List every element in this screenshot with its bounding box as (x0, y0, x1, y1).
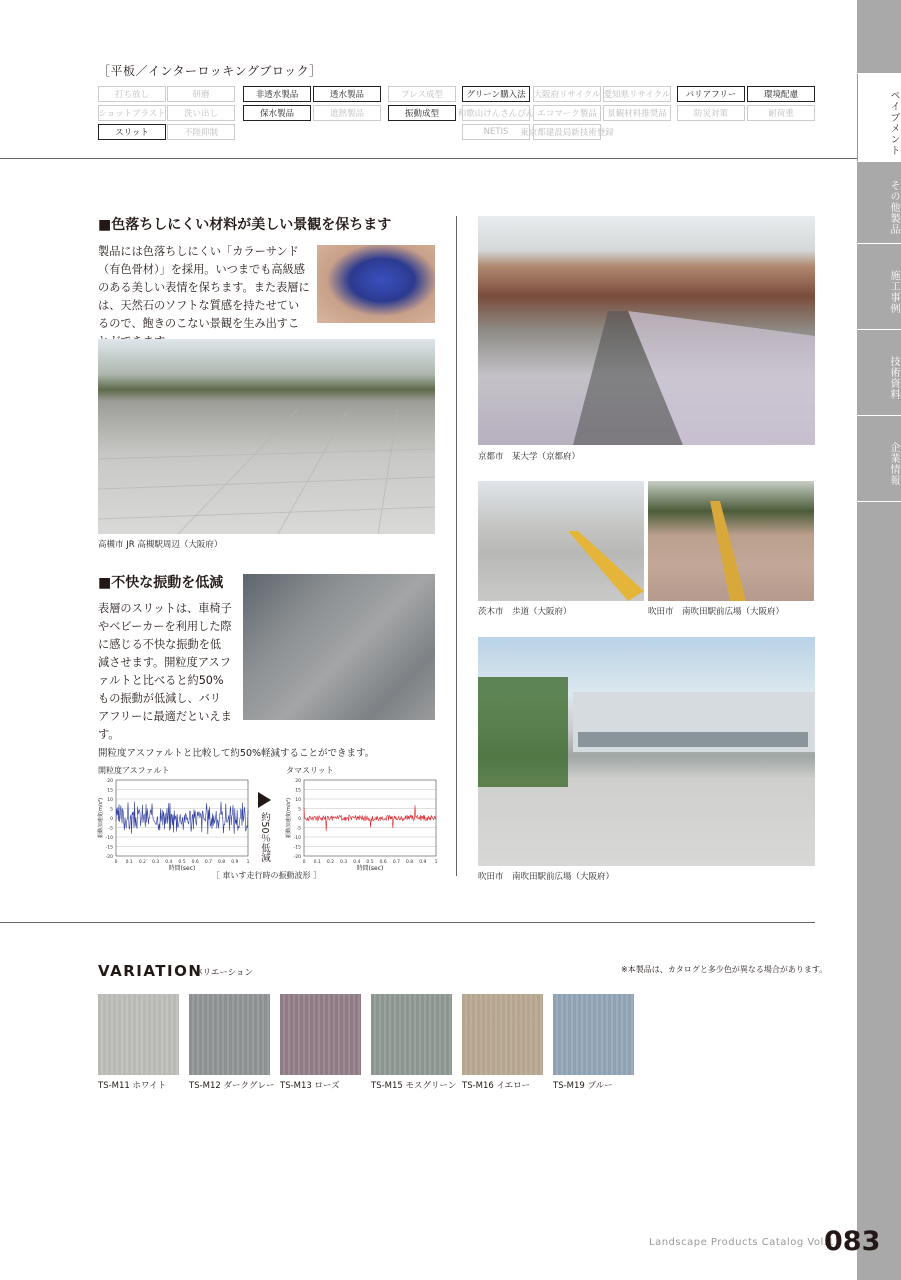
feature-tag: 大阪府リサイクル (533, 86, 601, 102)
y-tick-label: 15 (295, 788, 301, 794)
chart-intro: 開粒度アスファルトと比較して約50%軽減することができます。 (98, 748, 375, 759)
category-title: ［平板／インターロッキングブロック］ (98, 64, 322, 78)
y-tick-label: -5 (296, 826, 301, 832)
y-tick-label: -15 (105, 845, 113, 851)
feature-tag: 透水製品 (313, 86, 381, 102)
y-tick-label: -10 (105, 836, 113, 841)
y-tick-label: 5 (298, 807, 301, 813)
feature-tag: 遮熱製品 (313, 105, 381, 121)
side-tab-case-studies[interactable]: 施工事例 (857, 244, 901, 330)
x-tick-label: 0.8 (406, 860, 414, 865)
color-sand-photo (317, 245, 435, 323)
variation-swatch (189, 994, 270, 1075)
header-divider (0, 158, 857, 159)
x-tick-label: 0.3 (340, 860, 348, 865)
y-tick-label: -15 (293, 845, 301, 851)
arrow-right-icon (258, 792, 271, 808)
x-tick-label: 0.2 (326, 860, 334, 865)
feature-tag: 非透水製品 (243, 86, 311, 102)
x-tick-label: 0.9 (419, 860, 427, 865)
y-tick-label: 0 (298, 817, 301, 822)
y-tick-label: -5 (108, 826, 113, 832)
takatsuki-photo (98, 339, 435, 534)
x-tick-label: 0.8 (218, 860, 226, 865)
caption-suita-1: 吹田市 南吹田駅前広場（大阪府） (648, 607, 785, 617)
variation-label: TS-M12 ダークグレー (189, 1081, 275, 1091)
x-tick-label: 0.4 (165, 860, 173, 865)
feature-tag: 和歌山けんさんぴん (462, 105, 530, 121)
variation-label: TS-M13 ローズ (280, 1081, 340, 1091)
feature-tag: 振動成型 (388, 105, 456, 121)
feature-tag: ショットブラスト (98, 105, 166, 121)
x-tick-label: 0.3 (152, 860, 160, 865)
page-number: 083 (824, 1226, 881, 1257)
suita-photo-2 (478, 637, 815, 866)
feature-tag: 研磨 (167, 86, 235, 102)
x-tick-label: 0.1 (125, 860, 133, 865)
side-tab-bar (857, 0, 901, 1280)
feature-tag: 打ち放し (98, 86, 166, 102)
section1-body: 製品には色落ちしにくい「カラーサンド（有色骨材）」を採用。いつまでも高級感のある美しい表情を保ちます。また表層には、天然石のソフトな質感を持たせているので、飽きのこない景観を生み出すこ (98, 245, 310, 330)
variation-label: TS-M11 ホワイト (98, 1081, 167, 1091)
x-tick-label: 0.1 (313, 860, 321, 865)
y-tick-label: 15 (107, 788, 113, 794)
x-tick-label: 0.2 (138, 860, 146, 865)
feature-tag: 防災対策 (677, 105, 745, 121)
feature-tag: バリアフリー (677, 86, 745, 102)
side-tab-technical[interactable]: 技術資料 (857, 330, 901, 416)
chart-reduction-label: 約50％低減 (259, 812, 270, 863)
y-tick-label: -10 (293, 836, 301, 841)
x-tick-label: 0 (114, 860, 118, 865)
ibaraki-photo (478, 481, 644, 601)
caption-ibaraki: 茨木市 歩道（大阪府） (478, 607, 572, 617)
feature-tag: 洗い出し (167, 105, 235, 121)
y-tick-label: 0 (110, 817, 113, 822)
variation-note: ※本製品は、カタログと多少色が異なる場合があります。 (621, 965, 828, 974)
side-tab-blank (857, 0, 901, 74)
x-tick-label: 0.5 (178, 860, 186, 865)
section2-body: 表層のスリットは、車椅子やベビーカーを利用した際に感じる不快な振動を低減させます。開粒度アスファルトと比べると約50%もの振動が低減し、バリアフリーに最適だといえます。 (98, 602, 232, 741)
chart-asphalt (96, 774, 254, 878)
footer-catalog: Landscape Products Catalog Vol.11 (649, 1237, 842, 1248)
y-tick-label: -20 (293, 855, 301, 860)
y-tick-label: 10 (107, 798, 113, 803)
feature-tag: エコマーク製品 (533, 105, 601, 121)
caption-kyoto: 京都市 某大学（京都府） (478, 452, 581, 462)
chart-caption: ［ 車いす走行時の振動波形 ］ (212, 871, 322, 880)
variation-swatch (371, 994, 452, 1075)
y-tick-label: -20 (105, 855, 113, 860)
caption-suita-2: 吹田市 南吹田駅前広場（大阪府） (478, 872, 615, 882)
variation-label: TS-M16 イエロー (462, 1081, 531, 1091)
y-tick-label: 5 (110, 807, 113, 813)
x-axis-label: 時間(sec) (356, 865, 384, 872)
paving-grid-pattern (98, 339, 435, 534)
y-tick-label: 20 (107, 779, 113, 784)
feature-tag: プレス成型 (388, 86, 456, 102)
side-tab-other-products[interactable]: その他製品 (857, 162, 901, 244)
x-tick-label: 0.4 (353, 860, 361, 865)
variation-title: VARIATION (98, 962, 203, 980)
x-tick-label: 0.6 (379, 860, 387, 865)
feature-tag: 愛知県リサイクル (603, 86, 671, 102)
feature-tag: 保水製品 (243, 105, 311, 121)
caption-takatsuki: 高槻市 JR 高槻駅周辺（大阪府） (98, 540, 223, 550)
tactile-strip (478, 481, 644, 601)
variation-label: TS-M15 モスグリーン (371, 1081, 457, 1091)
x-tick-label: 0.7 (392, 860, 400, 865)
feature-tag: 景観材料推奨品 (603, 105, 671, 121)
variation-swatch (98, 994, 179, 1075)
kyoto-photo (478, 216, 815, 445)
y-axis-label: 振動加速度(m/s²) (286, 797, 292, 839)
variation-swatch (462, 994, 543, 1075)
y-tick-label: 20 (295, 779, 301, 784)
x-tick-label: 1 (246, 860, 250, 865)
feature-tag: スリット (98, 124, 166, 140)
variation-divider (0, 922, 815, 923)
feature-tag: NETIS (462, 124, 530, 140)
x-tick-label: 0.7 (204, 860, 212, 865)
feature-tag: 不陸抑制 (167, 124, 235, 140)
variation-subtitle: バリエーション (194, 968, 253, 978)
tactile-strip-2 (648, 481, 814, 601)
x-tick-label: 0.5 (366, 860, 374, 865)
variation-swatch (280, 994, 361, 1075)
feature-tag: グリーン購入法 (462, 86, 530, 102)
y-axis-label: 振動加速度(m/s²) (98, 797, 104, 839)
side-tab-company[interactable]: 企業情報 (857, 416, 901, 502)
y-tick-label: 10 (295, 798, 301, 803)
chart2-title: タマスリット (286, 766, 334, 775)
variation-label: TS-M19 ブルー (553, 1081, 613, 1091)
chart1-title: 開粒度アスファルト (98, 766, 170, 775)
suita-photo-1 (648, 481, 814, 601)
x-tick-label: 0.6 (191, 860, 199, 865)
chart-tamaslit (284, 774, 442, 878)
column-divider (456, 216, 457, 876)
section1-heading: ■色落ちしにくい材料が美しい景観を保ちます (98, 217, 392, 233)
x-axis-label: 時間(sec) (168, 865, 196, 872)
suita-scene (478, 637, 815, 866)
section2-heading: ■不快な振動を低減 (98, 575, 224, 591)
slit-surface-photo (243, 574, 435, 720)
kyoto-paving-pattern (478, 216, 815, 445)
feature-tag: 耐荷重 (747, 105, 815, 121)
x-tick-label: 0.9 (231, 860, 239, 865)
feature-tag: 東京都建設局新技術登録 (533, 124, 601, 140)
variation-swatch (553, 994, 634, 1075)
x-tick-label: 0 (302, 860, 306, 865)
side-tab-pavement[interactable]: ペイブメント (857, 74, 901, 162)
x-tick-label: 1 (434, 860, 438, 865)
feature-tag: 環境配慮 (747, 86, 815, 102)
